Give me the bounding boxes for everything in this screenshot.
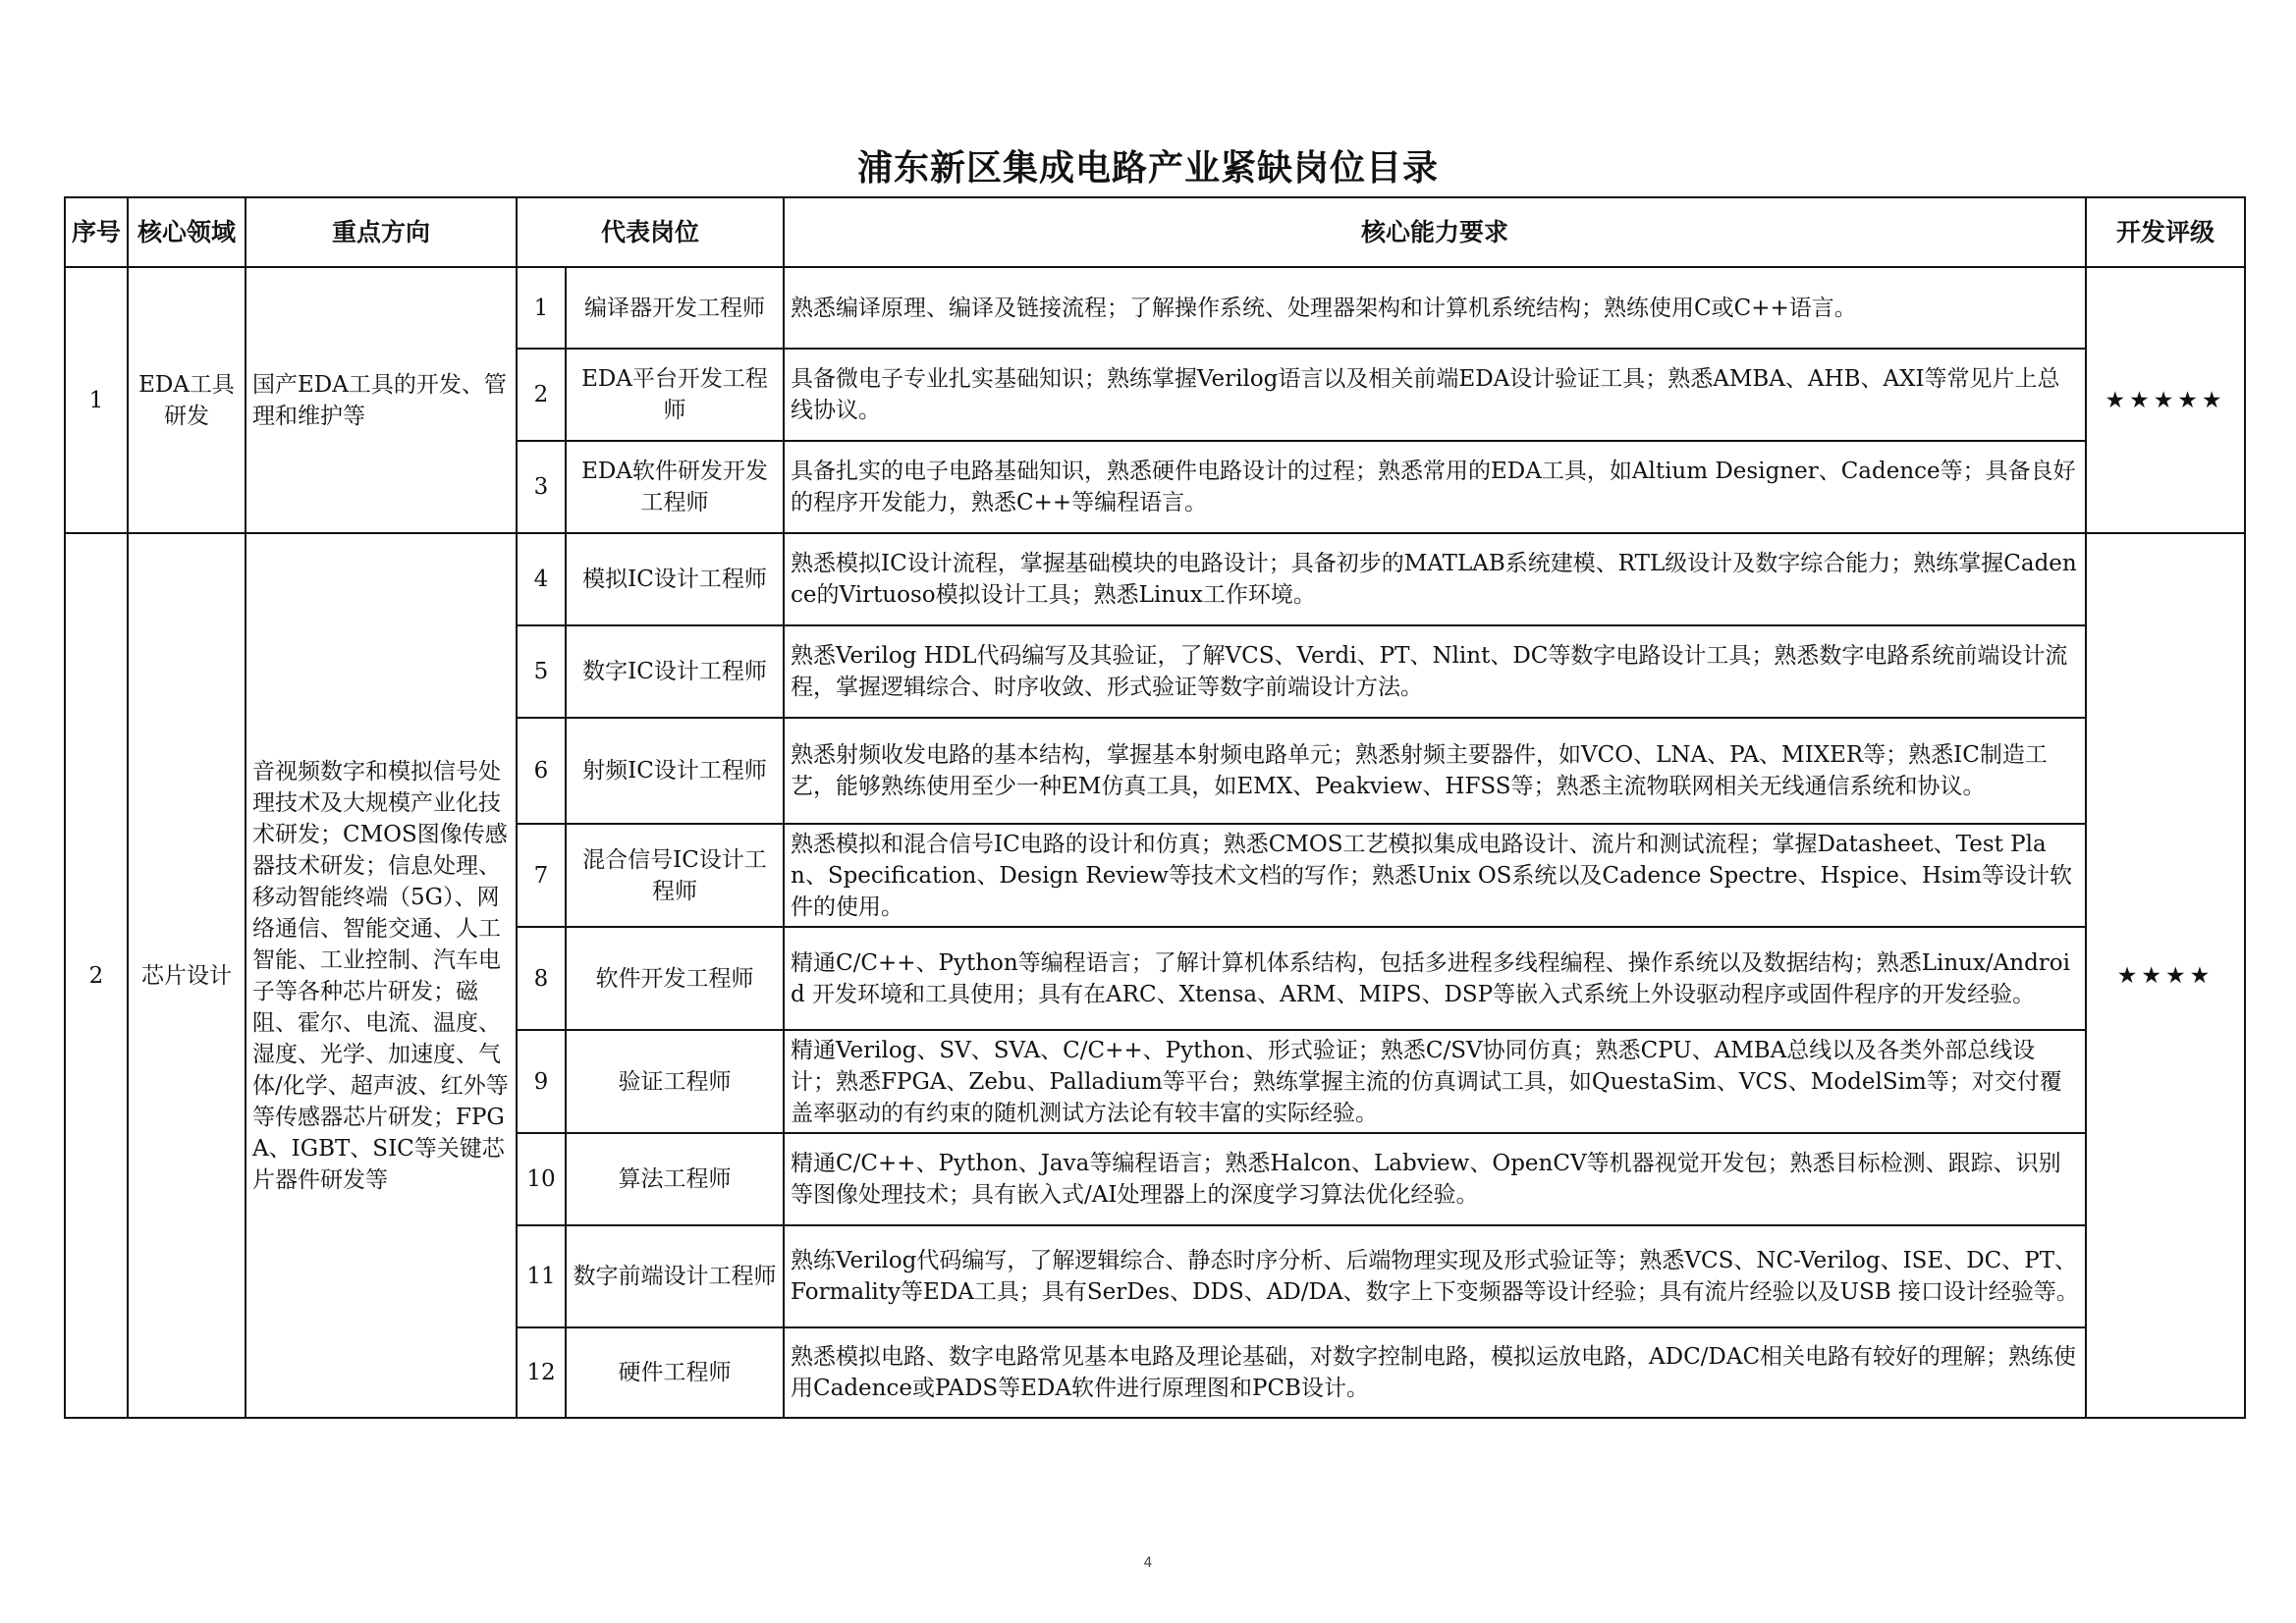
group-seq: 1 xyxy=(65,267,128,533)
requirements-text: 熟悉Verilog HDL代码编写及其验证，了解VCS、Verdi、PT、Nlint、DC等数字电路设计工具；熟悉数字电路系统前端设计流程，掌握逻辑综合、时序收敛、形式验证等数字前端设计方法。 xyxy=(784,625,2086,718)
position-name: EDA软件研发开发工程师 xyxy=(566,441,784,533)
position-name: 硬件工程师 xyxy=(566,1327,784,1418)
position-name: 软件开发工程师 xyxy=(566,927,784,1030)
header-rating: 开发评级 xyxy=(2086,197,2245,267)
position-name: 模拟IC设计工程师 xyxy=(566,533,784,625)
header-domain: 核心领域 xyxy=(128,197,246,267)
requirements-text: 熟悉模拟电路、数字电路常见基本电路及理论基础，对数字控制电路，模拟运放电路，ADC/DAC相关电路有较好的理解；熟练使用Cadence或PADS等EDA软件进行原理图和PCB设计。 xyxy=(784,1327,2086,1418)
position-name: 混合信号IC设计工程师 xyxy=(566,824,784,927)
requirements-text: 精通C/C++、Python等编程语言；了解计算机体系结构，包括多进程多线程编程、操作系统以及数据结构；熟悉Linux/Android 开发环境和工具使用；具有在ARC、Xtensa、ARM、MIPS、DSP等嵌入式系统上外设驱动程序或固件程序的开发经验。 xyxy=(784,927,2086,1030)
requirements-text: 熟悉射频收发电路的基本结构，掌握基本射频电路单元；熟悉射频主要器件，如VCO、LNA、PA、MIXER等；熟悉IC制造工艺，能够熟练使用至少一种EM仿真工具，如EMX、Peakview、HFSS等；熟悉主流物联网相关无线通信系统和协议。 xyxy=(784,718,2086,824)
row-number: 7 xyxy=(517,824,566,927)
row-number: 11 xyxy=(517,1225,566,1327)
position-name: 验证工程师 xyxy=(566,1030,784,1133)
position-name: 编译器开发工程师 xyxy=(566,267,784,349)
table-row xyxy=(65,533,2245,625)
row-number: 12 xyxy=(517,1327,566,1418)
requirements-text: 精通C/C++、Python、Java等编程语言；熟悉Halcon、Labview、OpenCV等机器视觉开发包；熟悉目标检测、跟踪、识别等图像处理技术；具有嵌入式/AI处理器上的深度学习算法优化经验。 xyxy=(784,1133,2086,1225)
position-name: 算法工程师 xyxy=(566,1133,784,1225)
page-title: 浦东新区集成电路产业紧缺岗位目录 xyxy=(856,147,1439,189)
row-number: 8 xyxy=(517,927,566,1030)
row-number: 3 xyxy=(517,441,566,533)
row-number: 6 xyxy=(517,718,566,824)
requirements-text: 熟练Verilog代码编写，了解逻辑综合、静态时序分析、后端物理实现及形式验证等；熟悉VCS、NC-Verilog、ISE、DC、PT、Formality等EDA工具；具有SerDes、DDS、AD/DA、数字上下变频器等设计经验；具有流片经验以及USB 接口设计经验等。 xyxy=(784,1225,2086,1327)
row-number: 1 xyxy=(517,267,566,349)
header-requirements: 核心能力要求 xyxy=(784,197,2086,267)
header-seq: 序号 xyxy=(65,197,128,267)
requirements-text: 具备扎实的电子电路基础知识，熟悉硬件电路设计的过程；熟悉常用的EDA工具，如Altium Designer、Cadence等；具备良好的程序开发能力，熟悉C++等编程语言。 xyxy=(784,441,2086,533)
table-row xyxy=(65,267,2245,349)
group-seq: 2 xyxy=(65,533,128,1418)
row-number: 5 xyxy=(517,625,566,718)
job-catalog-table xyxy=(64,196,2246,1419)
rating-stars: ★★★★ xyxy=(2086,533,2245,1418)
requirements-text: 熟悉模拟和混合信号IC电路的设计和仿真；熟悉CMOS工艺模拟集成电路设计、流片和测试流程；掌握Datasheet、Test Plan、Specification、Design Review等技术文档的写作；熟悉Unix OS系统以及Cadence Spectre、Hspice、Hsim等设计软件的使用。 xyxy=(784,824,2086,927)
requirements-text: 熟悉模拟IC设计流程，掌握基础模块的电路设计；具备初步的MATLAB系统建模、RTL级设计及数字综合能力；熟练掌握Cadence的Virtuoso模拟设计工具；熟悉Linux工作环境。 xyxy=(784,533,2086,625)
rating-stars: ★★★★★ xyxy=(2086,267,2245,533)
header-direction: 重点方向 xyxy=(246,197,517,267)
requirements-text: 熟悉编译原理、编译及链接流程；了解操作系统、处理器架构和计算机系统结构；熟练使用C或C++语言。 xyxy=(784,267,2086,349)
requirements-text: 精通Verilog、SV、SVA、C/C++、Python、形式验证；熟悉C/SV协同仿真；熟悉CPU、AMBA总线以及各类外部总线设计；熟悉FPGA、Zebu、Palladium等平台；熟练掌握主流的仿真调试工具，如QuestaSim、VCS、ModelSim等；对交付覆盖率驱动的有约束的随机测试方法论有较丰富的实际经验。 xyxy=(784,1030,2086,1133)
position-name: 数字IC设计工程师 xyxy=(566,625,784,718)
row-number: 4 xyxy=(517,533,566,625)
group-direction: 国产EDA工具的开发、管理和维护等 xyxy=(246,267,517,533)
position-name: 射频IC设计工程师 xyxy=(566,718,784,824)
group-domain: EDA工具研发 xyxy=(128,267,246,533)
row-number: 9 xyxy=(517,1030,566,1133)
row-number: 10 xyxy=(517,1133,566,1225)
position-name: EDA平台开发工程师 xyxy=(566,349,784,441)
group-direction: 音视频数字和模拟信号处理技术及大规模产业化技术研发；CMOS图像传感器技术研发；信息处理、移动智能终端（5G）、网络通信、智能交通、人工智能、工业控制、汽车电子等各种芯片研发；磁阻、霍尔、电流、温度、湿度、光学、加速度、气体/化学、超声波、红外等等传感器芯片研发；FPGA、IGBT、SIC等关键芯片器件研发等 xyxy=(246,533,517,1418)
group-domain: 芯片设计 xyxy=(128,533,246,1418)
table-header-row xyxy=(65,197,2245,267)
requirements-text: 具备微电子专业扎实基础知识；熟练掌握Verilog语言以及相关前端EDA设计验证工具；熟悉AMBA、AHB、AXI等常见片上总线协议。 xyxy=(784,349,2086,441)
row-number: 2 xyxy=(517,349,566,441)
page-number: 4 xyxy=(1143,1555,1153,1571)
header-position: 代表岗位 xyxy=(517,197,784,267)
position-name: 数字前端设计工程师 xyxy=(566,1225,784,1327)
